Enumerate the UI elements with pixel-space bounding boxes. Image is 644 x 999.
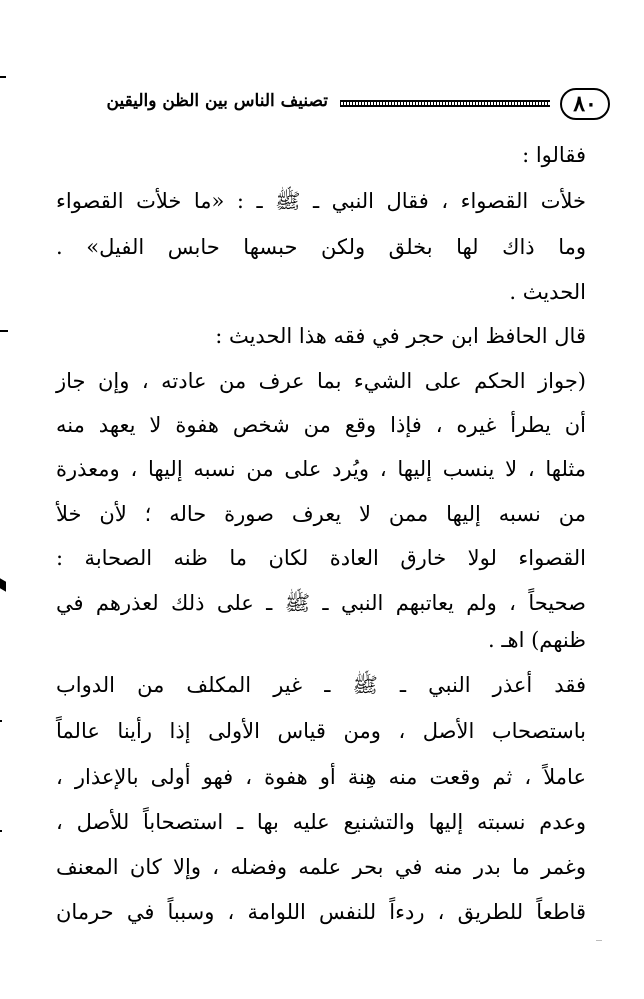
body-line: ظنهم) اهـ . bbox=[488, 628, 586, 652]
body-line: الحديث . bbox=[509, 280, 586, 304]
body-line: (جواز الحكم على الشيء بما عرف من عادته ، وإن جاز bbox=[56, 369, 586, 393]
margin-mark bbox=[0, 76, 6, 78]
body-line: وغمر ما بدر منه في بحر علمه وفضله ، وإلا كان المعنف bbox=[56, 855, 586, 879]
body-line: باستصحاب الأصل ، ومن قياس الأولى إذا رأينا عالماً bbox=[56, 719, 586, 743]
margin-mark bbox=[0, 720, 2, 722]
margin-mark bbox=[0, 830, 2, 832]
running-header bbox=[106, 88, 610, 124]
body-line: القصواء لولا خارق العادة لكان ما ظنه الصحابة : bbox=[56, 546, 586, 570]
body-line: أن يطرأ غيره ، فإذا وقع من شخص هفوة لا يعهد منه bbox=[56, 413, 586, 437]
body-line: فقد أعذر النبي ـ ﷺ ـ غير المكلف من الدواب bbox=[56, 673, 586, 697]
page-number-badge: ٨٠ bbox=[560, 88, 610, 120]
margin-mark bbox=[0, 330, 8, 332]
body-line: فقالوا : bbox=[522, 143, 586, 167]
body-line: وعدم نسبته إليها والتشنيع عليه بها ـ استصحاباً للأصل ، bbox=[56, 810, 586, 834]
body-line: قاطعاً للطريق ، ردءاً للنفس اللوامة ، وسبباً في حرمان bbox=[56, 900, 586, 924]
margin-mark bbox=[596, 940, 602, 941]
body-line: من نسبه إليها ممن لا يعرف صورة حاله ؛ لأن خلأ bbox=[56, 502, 586, 526]
header-ornament-rule bbox=[340, 100, 550, 107]
body-line: خلأت القصواء ، فقال النبي ـ ﷺ ـ : «ما خلأت القصواء bbox=[56, 189, 586, 213]
margin-mark bbox=[0, 578, 6, 591]
body-line: مثلها ، لا ينسب إليها ، ويُرد على من نسبه إليها ، ومعذرة bbox=[56, 457, 586, 481]
running-title: تصنيف الناس بين الظن واليقين bbox=[106, 91, 328, 111]
body-line: وما ذاك لها بخلق ولكن حبسها حابس الفيل» . bbox=[56, 235, 586, 259]
body-line: عاملاً ، ثم وقعت منه هِنة أو هفوة ، فهو أولى بالإعذار ، bbox=[56, 765, 586, 789]
body-line: صحيحاً ، ولم يعاتبهم النبي ـ ﷺ ـ على ذلك لعذرهم في bbox=[56, 591, 586, 615]
body-line: قال الحافظ ابن حجر في فقه هذا الحديث : bbox=[215, 324, 586, 348]
